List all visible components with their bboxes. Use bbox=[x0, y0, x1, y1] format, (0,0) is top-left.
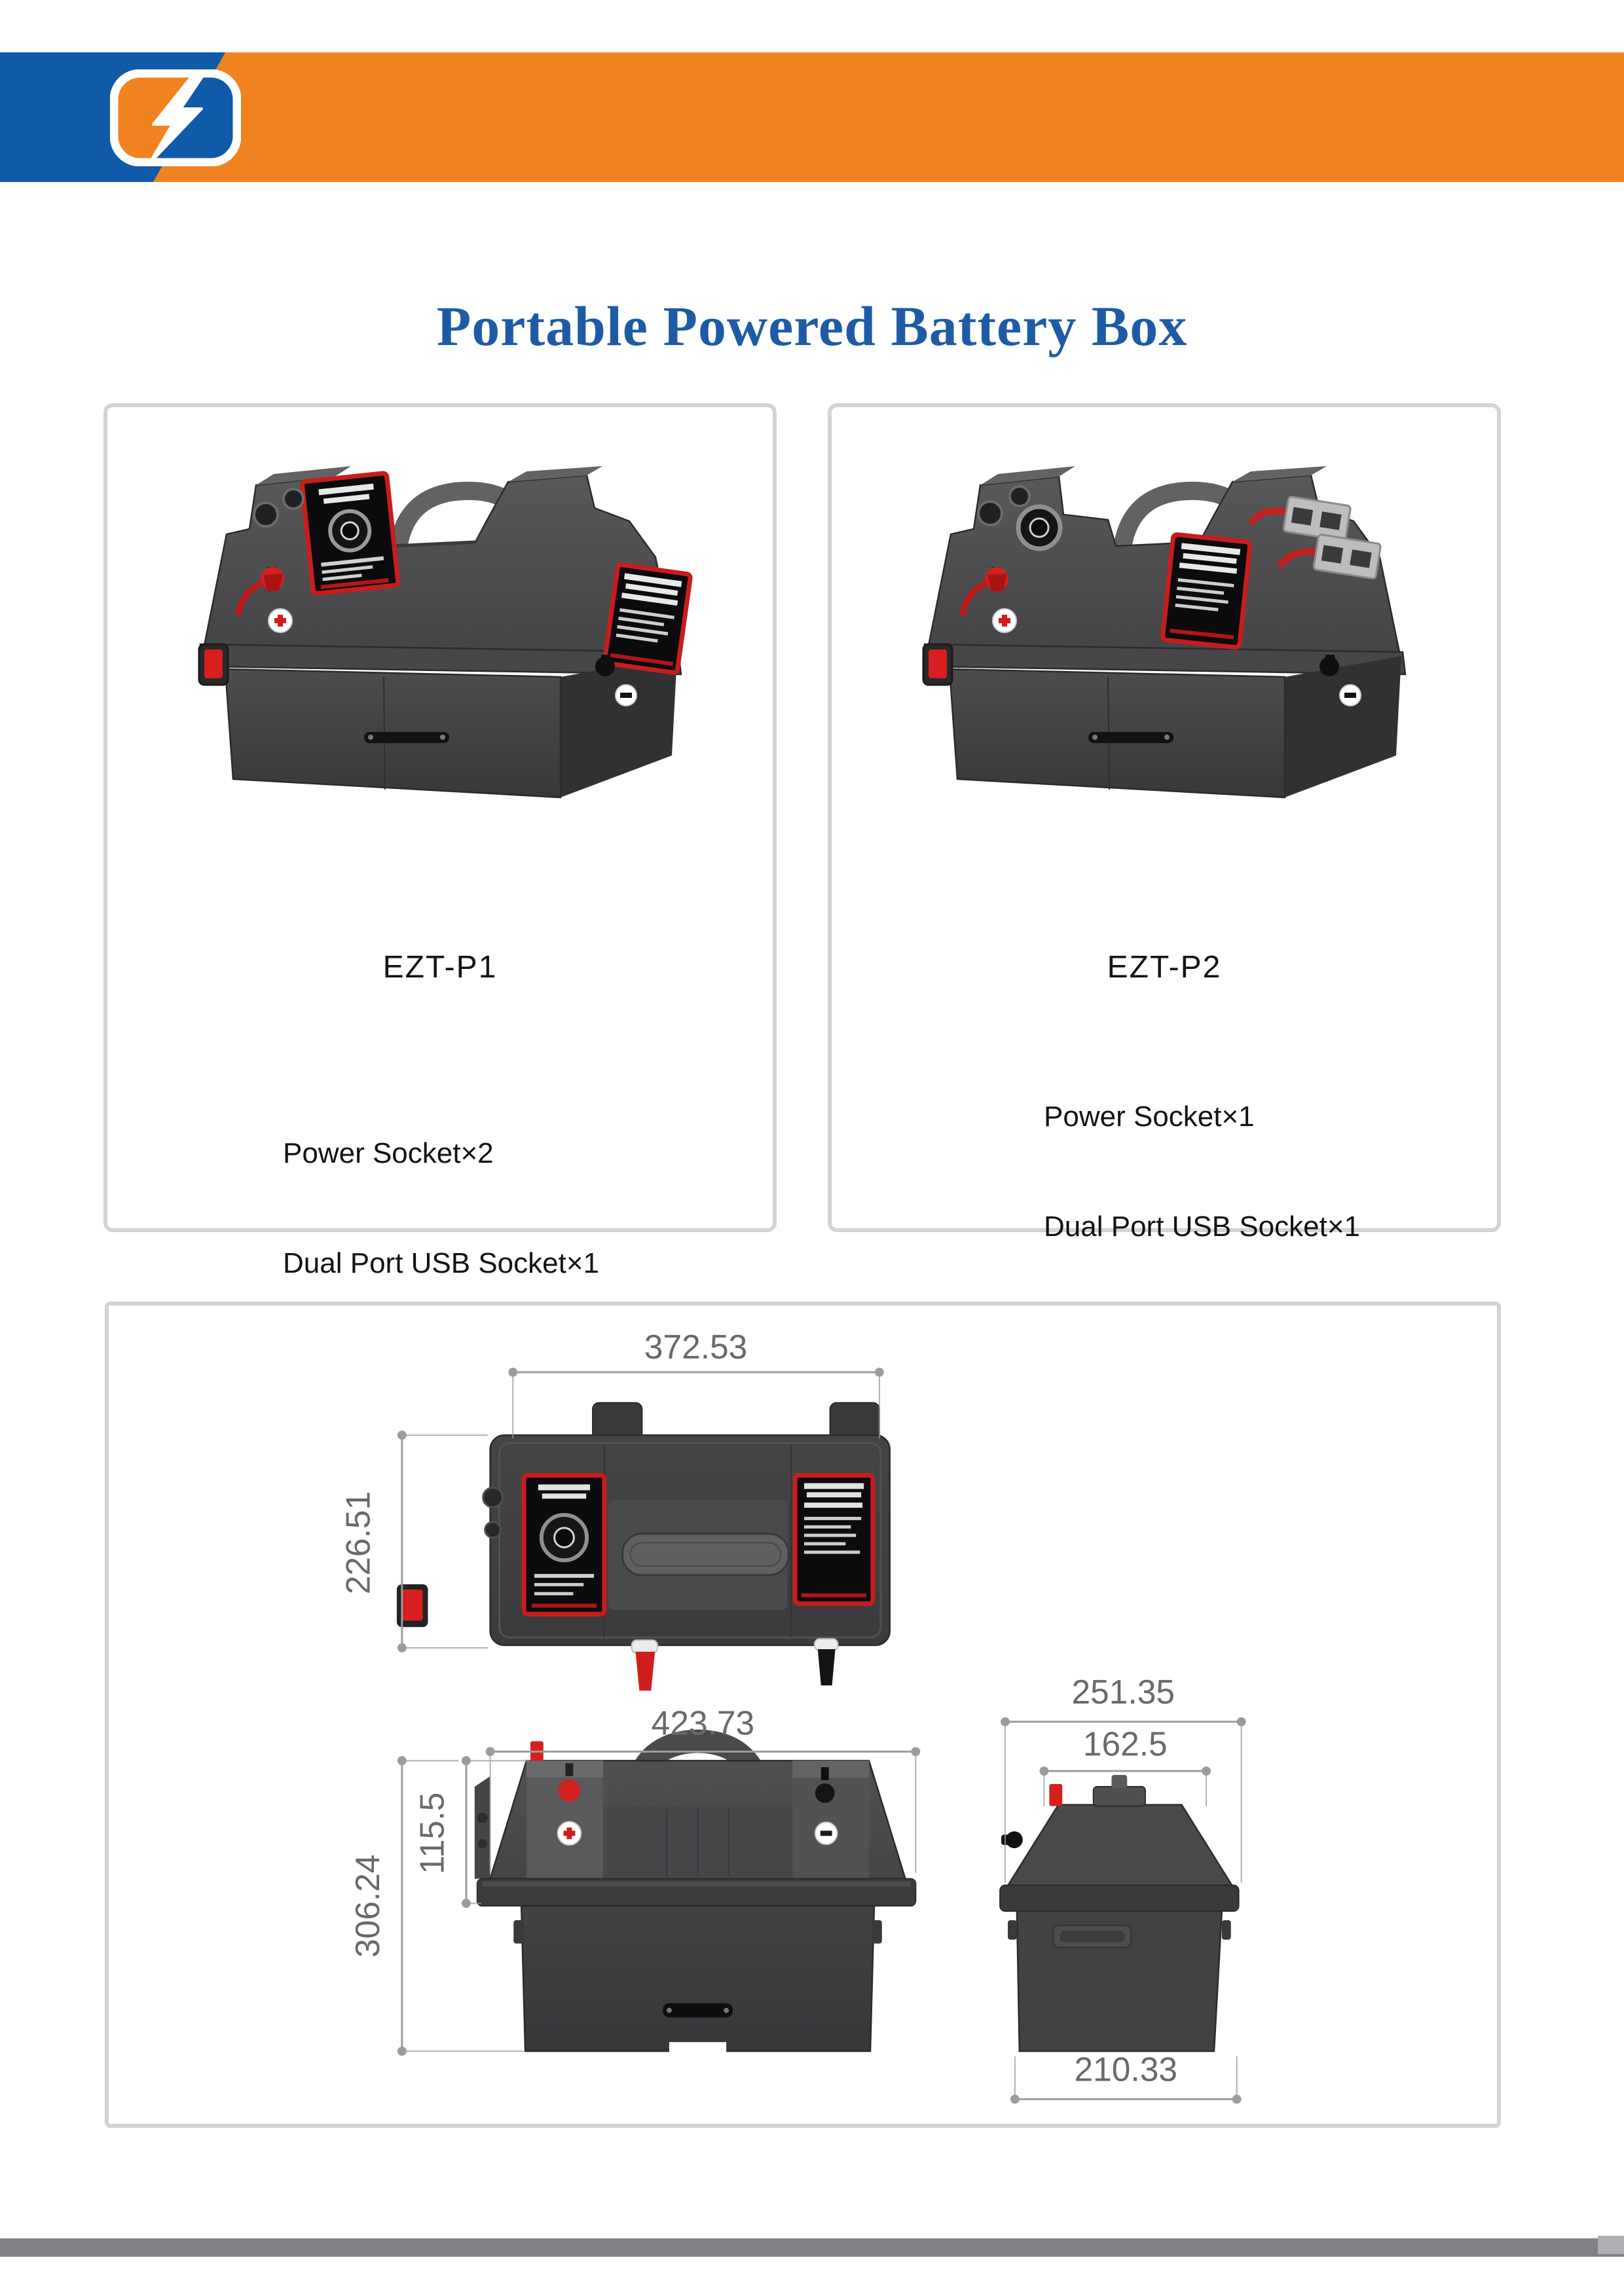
page-title: Portable Powered Battery Box bbox=[436, 295, 1188, 357]
body-side bbox=[561, 656, 677, 797]
power-socket bbox=[254, 503, 278, 526]
feature-item: Dual Port USB Socket×1 bbox=[1044, 1211, 1361, 1243]
positive-terminal bbox=[632, 1640, 658, 1690]
feature-item: Power Socket×1 bbox=[1044, 1101, 1255, 1133]
battery-box-sticker bbox=[604, 564, 691, 673]
dim-value: 306.24 bbox=[348, 1854, 387, 1958]
header-banner bbox=[0, 52, 1624, 182]
dim-value: 210.33 bbox=[1074, 2050, 1178, 2088]
dim-top-width bbox=[508, 1328, 883, 1438]
dim-value: 162.5 bbox=[1082, 1724, 1168, 1763]
carry-handle bbox=[623, 1534, 789, 1575]
body-side bbox=[1285, 656, 1401, 797]
positive-terminal bbox=[1049, 1784, 1062, 1806]
side-view bbox=[1000, 1775, 1239, 2051]
dim-value: 423.73 bbox=[651, 1704, 755, 1742]
front-handle bbox=[663, 2003, 733, 2018]
power-socket bbox=[978, 501, 1002, 525]
footer-bar-cap bbox=[1598, 2236, 1624, 2254]
model-label: EZT-P2 bbox=[1107, 950, 1222, 985]
power-socket bbox=[284, 489, 303, 509]
circuit-breaker-switch bbox=[923, 644, 952, 685]
model-label: EZT-P1 bbox=[382, 950, 498, 985]
product-card-ezt-p1 bbox=[103, 403, 777, 1279]
negative-terminal bbox=[1001, 1831, 1023, 1848]
battery-box-sticker bbox=[1162, 534, 1250, 647]
front-handle bbox=[1088, 732, 1173, 743]
voltmeter-sticker bbox=[524, 1476, 604, 1614]
dimension-drawing-panel bbox=[105, 1302, 1501, 2128]
dim-value: 226.51 bbox=[339, 1491, 377, 1595]
dim-value: 251.35 bbox=[1071, 1673, 1175, 1711]
front-view bbox=[475, 1741, 916, 2053]
dimension-drawing bbox=[109, 1305, 1497, 2124]
circuit-breaker-switch bbox=[199, 644, 228, 685]
feature-item: Dual Port USB Socket×1 bbox=[283, 1247, 600, 1279]
product-render-ezt-p1 bbox=[168, 436, 718, 809]
product-render-ezt-p2 bbox=[892, 436, 1442, 809]
footer-bar bbox=[0, 2238, 1624, 2257]
battery-box-sticker bbox=[795, 1476, 873, 1604]
company-logo bbox=[110, 69, 241, 166]
usb-socket bbox=[1010, 486, 1029, 506]
dim-side-bottom-width bbox=[1010, 2050, 1242, 2104]
negative-terminal bbox=[815, 1639, 838, 1685]
front-handle bbox=[364, 732, 449, 743]
dim-value: 115.5 bbox=[413, 1792, 451, 1874]
feature-item: Power Socket×2 bbox=[283, 1137, 494, 1169]
dim-value: 372.53 bbox=[644, 1328, 748, 1366]
voltmeter-sticker bbox=[302, 473, 398, 594]
product-card-ezt-p2 bbox=[828, 403, 1501, 1243]
